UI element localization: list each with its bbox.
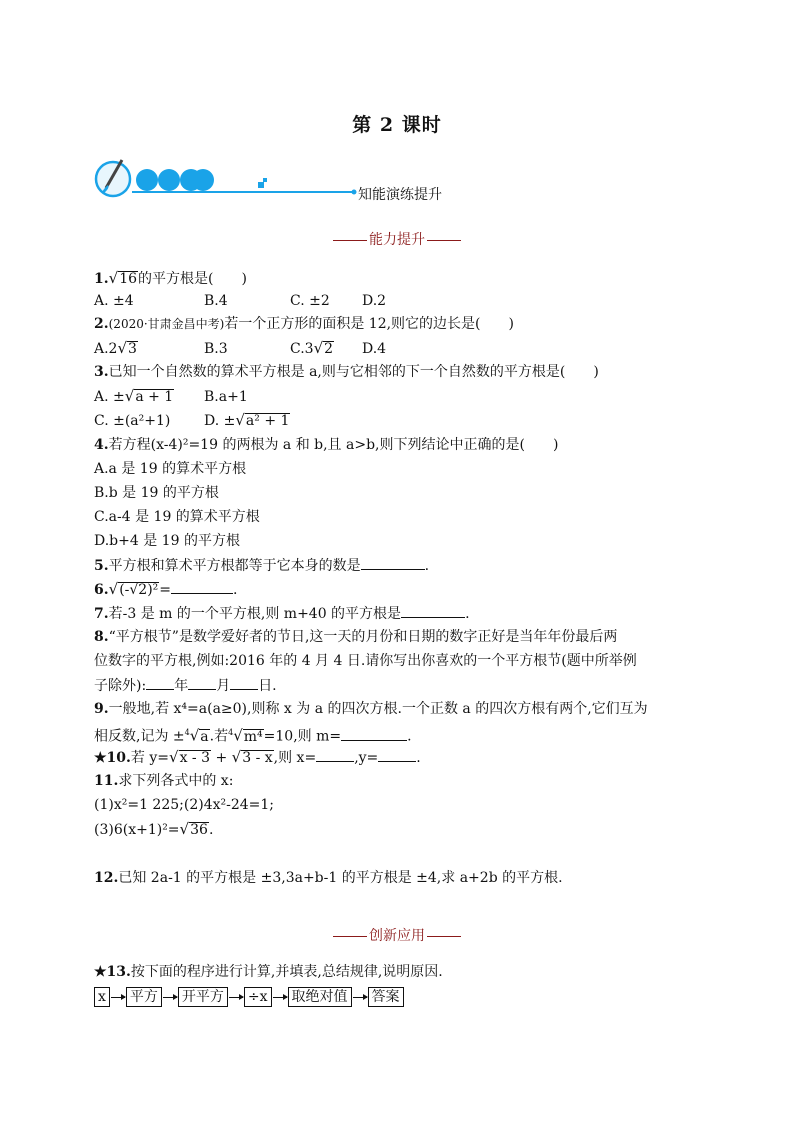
question-1-options: A. ±4 B.4 C. ±2 D.2 — [94, 293, 387, 309]
question-3-options-cd: C. ±(a²+1) D. ±√a² + 1 — [94, 411, 290, 429]
arrow-right-icon — [353, 997, 367, 998]
program-flowchart — [94, 986, 404, 1008]
flow-step-answer: 答案 — [368, 987, 404, 1007]
question-10: ★10.若 y=√x - 3 + √3 - x,则 x= ,y= . — [94, 748, 421, 766]
flow-step-input: x — [94, 987, 110, 1007]
question-3: 3.已知一个自然数的算术平方根是 a,则与它相邻的下一个自然数的平方根是( ) — [94, 364, 599, 380]
question-6: 6.√(-√2)²= . — [94, 580, 238, 598]
section-banner — [92, 152, 492, 212]
arrow-right-icon — [111, 997, 125, 998]
question-11-line-2: (3)6(x+1)²=√36. — [94, 820, 214, 838]
question-9-line-2: 相反数,记为 ±$^4$√a.若$^4$√m⁴=10,则 m= . — [94, 726, 412, 745]
question-7: 7.若-3 是 m 的一个平方根,则 m+40 的平方根是 . — [94, 603, 470, 624]
question-4-option-a: A.a 是 19 的算术平方根 — [94, 461, 247, 477]
question-8-line-1: 8.“平方根节”是数学爱好者的节日,这一天的月份和日期的数字正好是当年年份最后两 — [94, 629, 618, 645]
question-5: 5.平方根和算术平方根都等于它本身的数是 . — [94, 555, 429, 576]
question-4: 4.若方程(x-4)²=19 的两根为 a 和 b,且 a>b,则下列结论中正确的是( ) — [94, 437, 559, 453]
question-2: 2.(2020·甘肃金昌中考)若一个正方形的面积是 12,则它的边长是( ) — [94, 316, 514, 332]
flow-step-square: 平方 — [126, 987, 162, 1007]
question-9-line-1: 9.一般地,若 x⁴=a(a≥0),则称 x 为 a 的四次方根.一个正数 a 的四次方根有两个,它们互为 — [94, 701, 648, 717]
question-1: 1.√16的平方根是( ) — [94, 269, 247, 287]
question-4-option-c: C.a-4 是 19 的算术平方根 — [94, 509, 260, 525]
question-4-option-d: D.b+4 是 19 的平方根 — [94, 533, 240, 549]
flow-step-abs: 取绝对值 — [288, 987, 352, 1007]
arrow-right-icon — [163, 997, 177, 998]
page-title: 第 2 课时 — [352, 114, 442, 136]
flow-step-divide: ÷x — [244, 987, 272, 1007]
question-11-line-1: (1)x²=1 225;(2)4x²-24=1; — [94, 797, 275, 813]
question-8-line-2: 位数字的平方根,例如:2016 年的 4 月 4 日.请你写出你喜欢的一个平方根节(题中所举例 — [94, 653, 637, 669]
section-ability: 能力提升 — [0, 229, 794, 249]
arrow-right-icon — [273, 997, 287, 998]
question-2-options: A.2√3 B.3 C.3√2 D.4 — [94, 339, 387, 357]
section-innovation: 创新应用 — [0, 925, 794, 945]
question-12: 12.已知 2a-1 的平方根是 ±3,3a+b-1 的平方根是 ±4,求 a+2b 的平方根. — [94, 870, 563, 886]
question-11: 11.求下列各式中的 x: — [94, 773, 234, 789]
question-3-options-ab: A. ±√a + 1 B.a+1 — [94, 387, 248, 405]
arrow-right-icon — [229, 997, 243, 998]
flow-step-sqrt: 开平方 — [178, 987, 228, 1007]
question-4-option-b: B.b 是 19 的平方根 — [94, 485, 219, 501]
banner-label: 知能演练提升 — [358, 187, 442, 203]
question-13: ★13.按下面的程序进行计算,并填表,总结规律,说明原因. — [94, 964, 443, 980]
question-8-line-3: 子除外): 年 月 日. — [94, 675, 277, 696]
